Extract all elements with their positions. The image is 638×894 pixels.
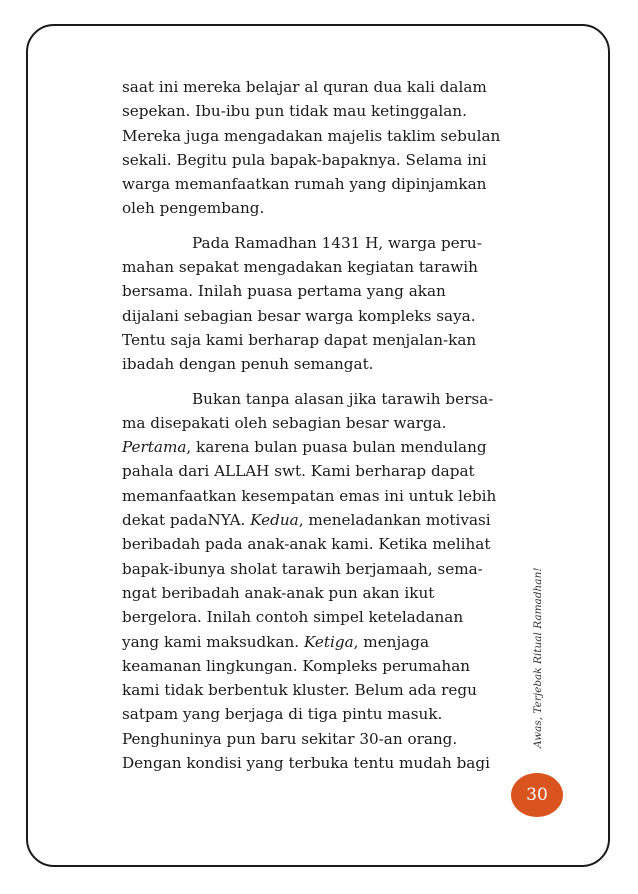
text-segment: , menjaga: [353, 632, 430, 651]
text-line: dijalani sebagian besar warga kompleks saya.: [122, 306, 476, 325]
text-line: sekali. Begitu pula bapak-bapaknya. Selama ini: [122, 150, 487, 169]
text-line: keamanan lingkungan. Kompleks perumahan: [122, 656, 471, 675]
emphasis-pertama: Pertama: [122, 438, 187, 457]
text-line: [122, 508, 518, 532]
text-line: pahala dari ALLAH swt. Kami berharap dapat: [122, 462, 475, 481]
text-line: bergelora. Inilah contoh simpel keteladanan: [122, 608, 464, 627]
text-line: ibadah dengan penuh semangat.: [122, 355, 374, 374]
text-line: oleh pengembang.: [122, 199, 265, 218]
text-line: bapak-ibunya sholat tarawih berjamaah, sema-: [122, 559, 483, 578]
text-line: Bukan tanpa alasan jika tarawih bersa-: [192, 389, 494, 408]
text-line: kami tidak berbentuk kluster. Belum ada regu: [122, 681, 477, 700]
text-line: Penghuninya pun baru sekitar 30-an orang.: [122, 729, 458, 748]
paragraph-1: [122, 75, 518, 221]
text-line: Dengan kondisi yang terbuka tentu mudah bagi: [122, 754, 490, 773]
text-segment: , meneladankan motivasi: [298, 511, 491, 530]
text-line: beribadah pada anak-anak kami. Ketika melihat: [122, 535, 491, 554]
text-line: ngat beribadah anak-anak pun akan ikut: [122, 583, 435, 602]
body-text: [122, 75, 518, 785]
text-line: Pada Ramadhan 1431 H, warga peru-: [192, 233, 482, 252]
text-line: mahan sepakat mengadakan kegiatan tarawih: [122, 258, 478, 277]
text-line: [122, 630, 518, 654]
text-line: saat ini mereka belajar al quran dua kali dalam: [122, 78, 487, 96]
text-line: satpam yang berjaga di tiga pintu masuk.: [122, 705, 443, 724]
text-line: ma disepakati oleh sebagian besar warga.: [122, 413, 447, 432]
emphasis-kedua: Kedua: [250, 511, 299, 530]
text-line: sepekan. Ibu-ibu pun tidak mau ketinggalan.: [122, 102, 467, 121]
paragraph-3: [122, 387, 518, 776]
text-line: [122, 435, 518, 459]
text-segment: dekat padaNYA.: [122, 511, 251, 530]
text-line: Tentu saja kami berharap dapat menjalan-kan: [122, 330, 477, 349]
text-segment: , karena bulan puasa bulan mendulang: [186, 438, 487, 457]
paragraph-2: [122, 231, 518, 377]
running-title: Awas, Terjebak Ritual Ramadhan!: [532, 567, 544, 748]
text-line: bersama. Inilah puasa pertama yang akan: [122, 282, 446, 301]
page-number-badge: 30: [511, 773, 563, 817]
text-line: warga memanfaatkan rumah yang dipinjamkan: [122, 175, 487, 194]
text-segment: yang kami maksudkan.: [122, 632, 304, 651]
emphasis-ketiga: Ketiga: [303, 632, 354, 651]
text-line: memanfaatkan kesempatan emas ini untuk lebih: [122, 486, 497, 505]
text-line: Mereka juga mengadakan majelis taklim sebulan: [122, 126, 501, 145]
